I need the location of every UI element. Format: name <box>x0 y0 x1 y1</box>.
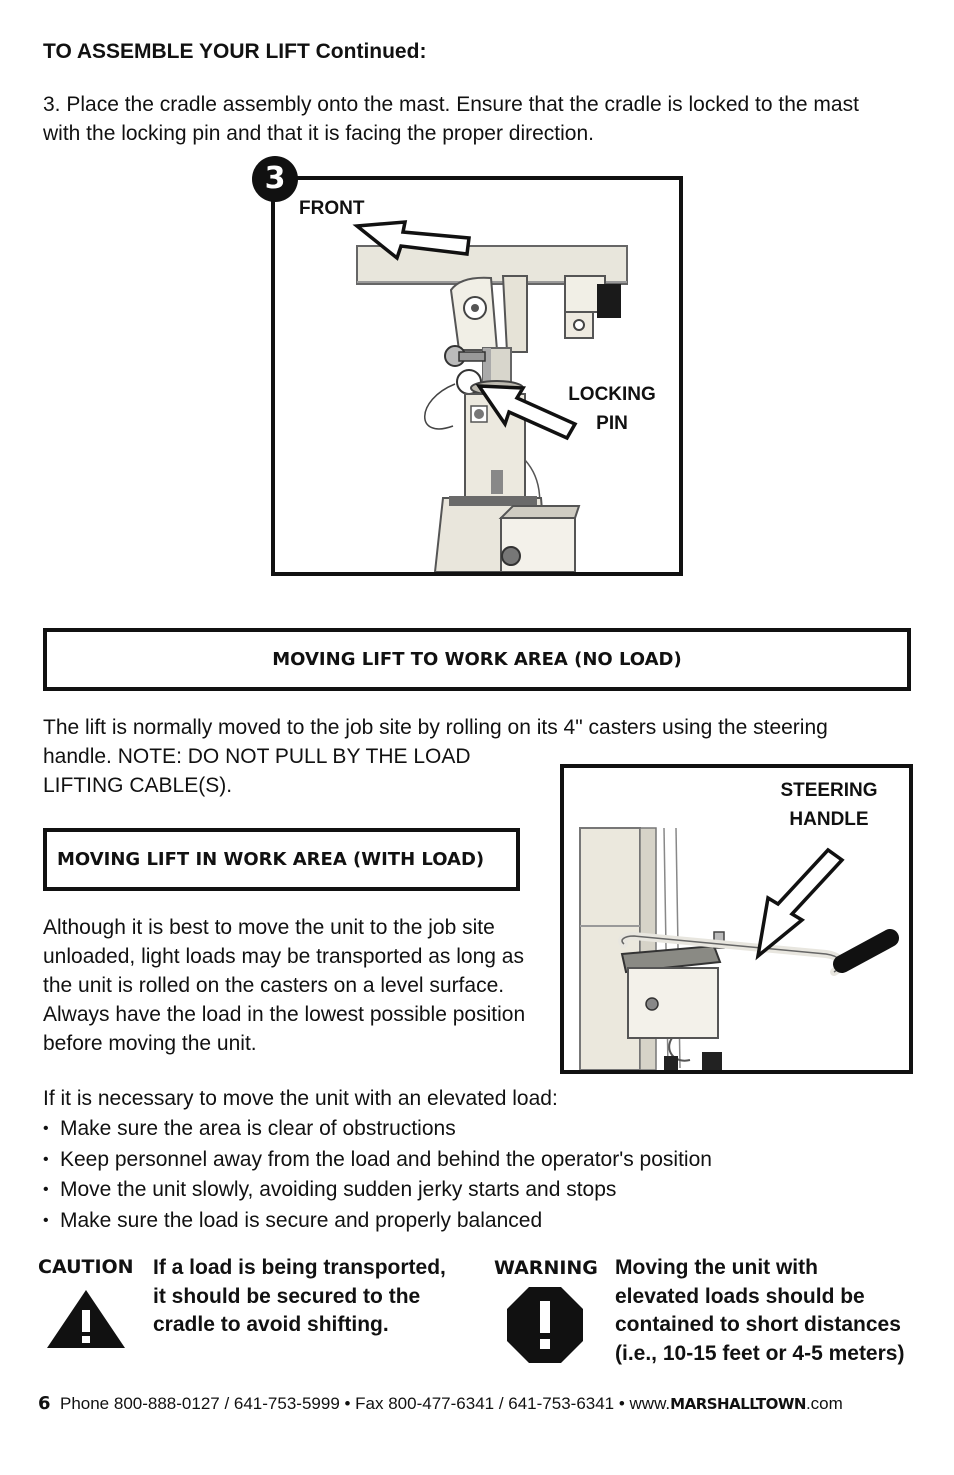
warning-word: WARNING <box>494 1257 598 1279</box>
moving-with-load-paragraph: Although it is best to move the unit to the job site unloaded, light loads may be transported as long as the unit is rolled on the casters on a level surface. Always have the load in the lowest possible position before moving the unit. <box>43 916 526 1055</box>
bullet-item: • Make sure the load is secure and properly balanced <box>43 1206 712 1237</box>
figure-3-frame <box>271 176 683 576</box>
page-footer <box>38 1393 843 1414</box>
step-3-text: 3. Place the cradle assembly onto the mast. Ensure that the cradle is locked to the mast with the locking pin and that it is facing the proper direction. <box>43 93 859 145</box>
warning-text: Moving the unit with elevated loads should be contained to short distances (i.e., 10-15 feet or 4-5 meters) <box>615 1256 905 1365</box>
bullet-item: • Keep personnel away from the load and behind the operator's position <box>43 1145 712 1176</box>
lift-cradle-photo <box>275 180 679 572</box>
website-suffix: .com <box>805 1394 843 1413</box>
elevated-load-intro: If it is necessary to move the unit with an elevated load: <box>43 1087 558 1110</box>
locking-pin-label: LOCKING PIN <box>568 384 656 434</box>
bullet-item: • Make sure the area is clear of obstructions <box>43 1114 712 1145</box>
warning-octagon-icon <box>507 1287 583 1363</box>
section-heading: TO ASSEMBLE YOUR LIFT Continued: <box>43 40 427 63</box>
moving-no-load-title-box <box>43 628 911 691</box>
moving-with-load-title-box <box>43 828 520 891</box>
elevated-load-bullets <box>43 1114 712 1236</box>
contact-info: Phone 800-888-0127 / 641-753-5999 • Fax 800-477-6341 / 641-753-6341 • www. <box>59 1394 671 1413</box>
brand-name: MARSHALLTOWN <box>670 1395 806 1413</box>
caution-word: CAUTION <box>38 1256 134 1278</box>
front-label: FRONT <box>299 198 365 219</box>
steering-handle-label: STEERING HANDLE <box>780 780 878 830</box>
moving-with-load-title: MOVING LIFT IN WORK AREA (WITH LOAD) <box>57 849 485 870</box>
caution-text: If a load is being transported, it should be secured to the cradle to avoid shifting. <box>153 1256 446 1336</box>
moving-no-load-paragraph: The lift is normally moved to the job site by rolling on its 4" casters using the steering handle. NOTE: DO NOT PULL BY THE LOAD LIFTING CABLE(S). <box>43 716 828 797</box>
caution-triangle-icon <box>45 1288 127 1350</box>
bullet-item: • Move the unit slowly, avoiding sudden jerky starts and stops <box>43 1175 712 1206</box>
moving-no-load-title: MOVING LIFT TO WORK AREA (NO LOAD) <box>272 649 682 670</box>
figure-3-badge: 3 <box>252 156 298 202</box>
page-number: 6 <box>38 1393 51 1414</box>
